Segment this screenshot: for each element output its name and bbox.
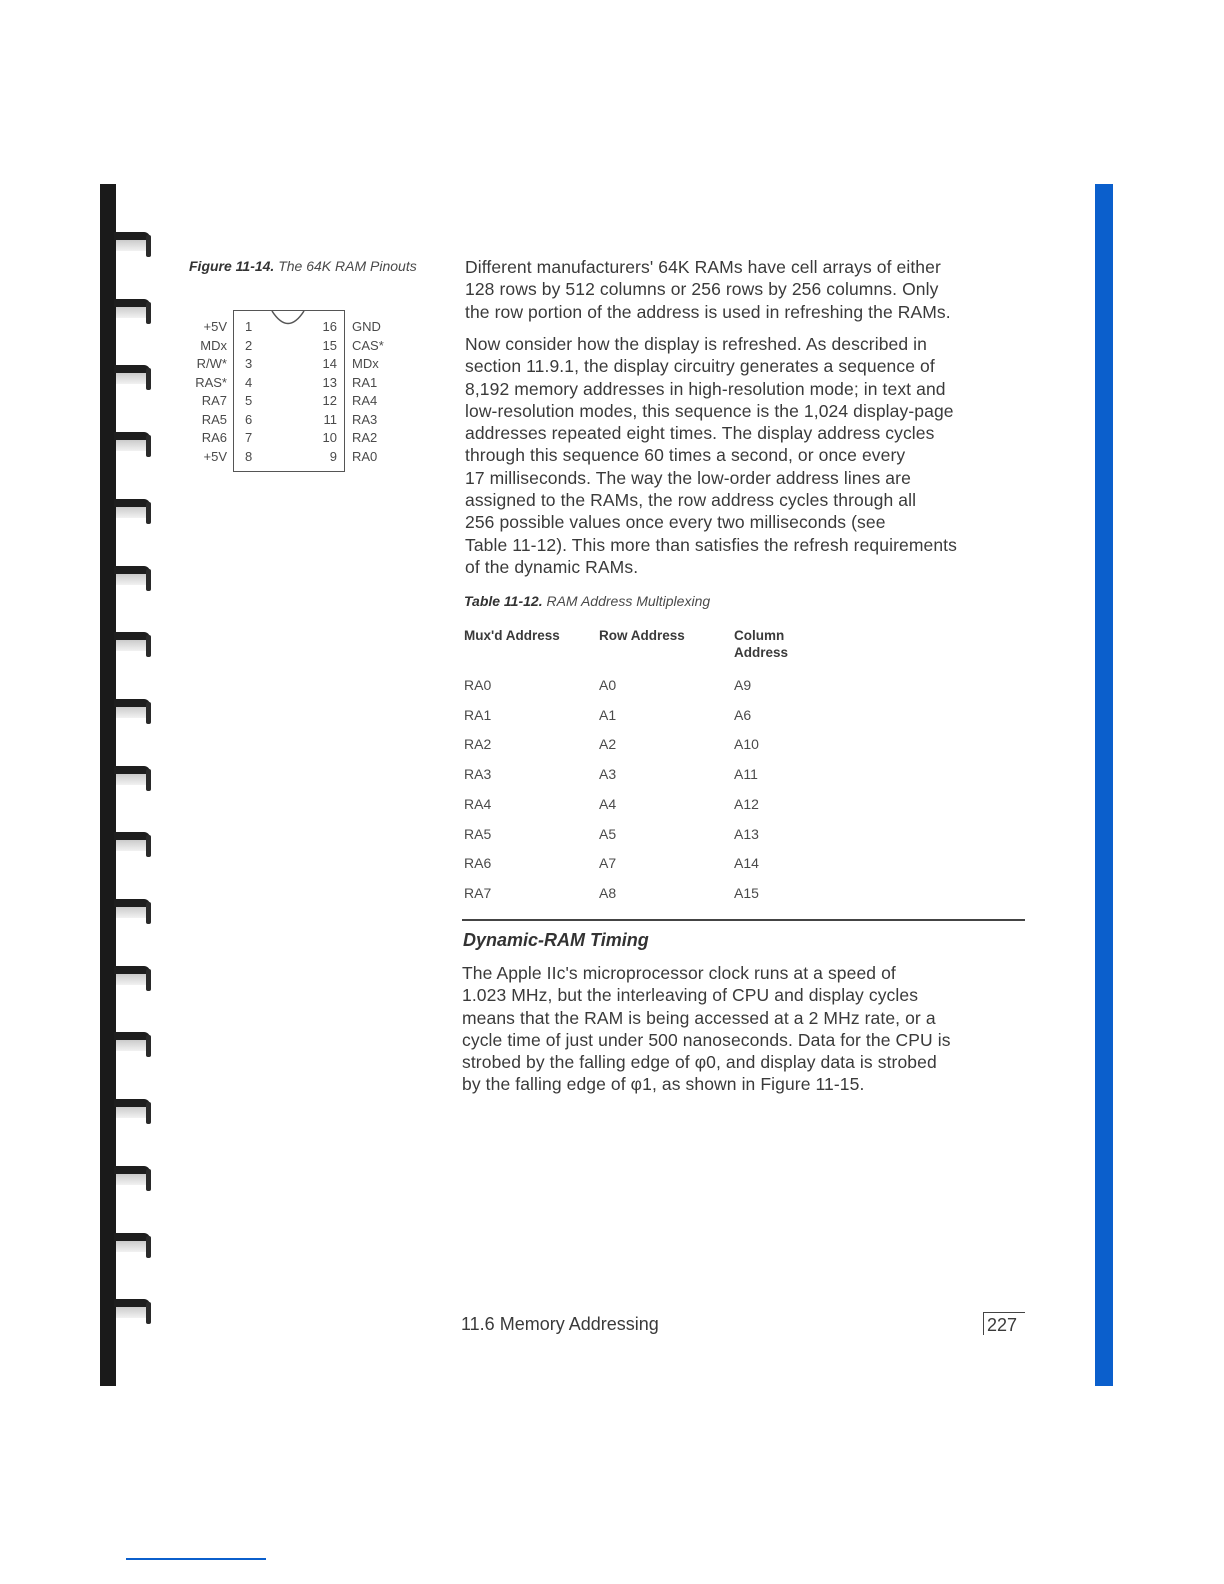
- text-line: 17 milliseconds. The way the low-order address lines are: [465, 467, 911, 488]
- table-cell: RA5: [464, 825, 492, 842]
- paragraph-cell-arrays: [465, 256, 951, 323]
- table-header-column-line1: Column: [734, 628, 785, 643]
- binding-ring-icon: [114, 499, 152, 525]
- text-line: by the falling edge of φ1, as shown in Figure 11-15.: [462, 1074, 865, 1095]
- figure-caption: [189, 258, 419, 275]
- pin-number: 13: [322, 374, 337, 390]
- binding-ring-icon: [114, 432, 152, 458]
- text-line: 8,192 memory addresses in high-resolution mode; in text and: [465, 378, 946, 399]
- binding-ring-icon: [114, 299, 152, 325]
- table-cell: A0: [599, 677, 617, 693]
- pin-label: RA1: [352, 374, 378, 390]
- table-cell: A2: [599, 736, 617, 753]
- pin-label: RAS*: [195, 374, 227, 390]
- text-line: section 11.9.1, the display circuitry generates a sequence of: [465, 356, 935, 377]
- table-caption: [464, 593, 710, 609]
- pin-label: MDx: [200, 337, 227, 353]
- table-cell: RA4: [464, 795, 492, 812]
- binding-ring-icon: [114, 966, 152, 992]
- binding-ring-icon: [114, 899, 152, 925]
- binding-ring-icon: [114, 632, 152, 658]
- table-cell: A10: [734, 736, 759, 753]
- text-line: 256 possible values once every two milliseconds (see: [465, 512, 886, 533]
- pin-number: 11: [323, 411, 337, 427]
- table-cell: A4: [599, 795, 617, 812]
- bottom-rule: [126, 1558, 266, 1560]
- binding-ring-icon: [114, 365, 152, 391]
- binding-ring-icon: [114, 232, 152, 258]
- table-cell: RA6: [464, 855, 492, 872]
- binding-ring-icon: [114, 1233, 152, 1259]
- text-line: assigned to the RAMs, the row address cycles through all: [465, 490, 917, 511]
- pin-label: RA7: [201, 393, 227, 408]
- pin-number: 15: [322, 337, 337, 353]
- table-cell: RA1: [464, 706, 492, 723]
- binding-ring-icon: [114, 1299, 152, 1325]
- pin-label: MDx: [352, 356, 379, 371]
- pin-number: 3: [245, 356, 253, 371]
- section-heading: Dynamic-RAM Timing: [463, 930, 649, 950]
- text-line: cycle time of just under 500 nanoseconds. Data for the CPU is: [462, 1029, 951, 1050]
- text-line: 1.023 MHz, but the interleaving of CPU and display cycles: [462, 985, 919, 1006]
- binding-ring-icon: [114, 699, 152, 725]
- pin-label: RA0: [352, 448, 378, 464]
- table-number: Table 11-12.: [464, 593, 543, 609]
- table-cell: A7: [599, 855, 617, 872]
- table-cell: A12: [734, 795, 759, 812]
- page-edge-bar: [1095, 184, 1113, 1386]
- table-cell: A13: [734, 825, 759, 842]
- pin-number: 8: [245, 448, 253, 464]
- chip-notch-icon: [271, 310, 305, 326]
- text-line: Different manufacturers' 64K RAMs have cell arrays of either: [465, 257, 941, 277]
- table-header-column-line2: Address: [734, 645, 789, 660]
- table-cell: A11: [734, 766, 758, 783]
- text-line: the row portion of the address is used in refreshing the RAMs.: [465, 301, 951, 322]
- table-cell: A3: [599, 766, 617, 783]
- table-header-row: Row Address: [599, 628, 685, 643]
- table-cell: A6: [734, 706, 752, 723]
- binding-ring-icon: [114, 1166, 152, 1192]
- pin-label: +5V: [203, 448, 227, 464]
- paragraph-display-refresh: [465, 333, 957, 578]
- page-number: 227: [983, 1312, 1025, 1335]
- pin-label: RA3: [352, 411, 378, 427]
- pin-label: GND: [352, 319, 381, 334]
- text-line: Now consider how the display is refreshed. As described in: [465, 334, 928, 354]
- pin-label: CAS*: [352, 337, 384, 353]
- pin-number: 10: [322, 430, 337, 445]
- pin-number: 6: [245, 411, 253, 427]
- pin-label: RA6: [201, 430, 227, 445]
- pin-number: 1: [245, 319, 253, 334]
- section-divider: [462, 919, 1025, 921]
- pin-number: 14: [322, 356, 337, 371]
- pin-number: 9: [329, 448, 337, 464]
- table-cell: A14: [734, 855, 759, 872]
- text-line: addresses repeated eight times. The display address cycles: [465, 423, 935, 444]
- table-cell: A8: [599, 884, 617, 901]
- pin-number: 12: [322, 393, 337, 408]
- pin-label: RA2: [352, 430, 378, 445]
- pin-label: R/W*: [196, 356, 227, 371]
- pin-label: RA4: [352, 393, 378, 408]
- text-line: of the dynamic RAMs.: [465, 556, 639, 577]
- table-header-column: [734, 627, 788, 661]
- pin-label: RA5: [201, 411, 227, 427]
- binding-ring-icon: [114, 1099, 152, 1125]
- table-cell: RA0: [464, 677, 492, 693]
- binding-ring-icon: [114, 832, 152, 858]
- binding-ring-icon: [114, 1032, 152, 1058]
- text-line: through this sequence 60 times a second, or once every: [465, 445, 906, 466]
- table-cell: A15: [734, 884, 759, 901]
- text-line: strobed by the falling edge of φ0, and display data is strobed: [462, 1052, 937, 1073]
- table-cell: RA2: [464, 736, 492, 753]
- table-header-muxd: Mux'd Address: [464, 628, 560, 643]
- pin-number: 7: [245, 430, 253, 445]
- footer-section-title: 11.6 Memory Addressing: [461, 1314, 659, 1334]
- pin-label: +5V: [203, 319, 227, 334]
- binding-ring-icon: [114, 766, 152, 792]
- pin-number: 16: [322, 319, 337, 334]
- text-line: Table 11-12). This more than satisfies the refresh requirements: [465, 534, 957, 555]
- figure-title: The 64K RAM Pinouts: [278, 258, 417, 274]
- text-line: means that the RAM is being accessed at a 2 MHz rate, or a: [462, 1007, 936, 1028]
- text-line: 128 rows by 512 columns or 256 rows by 256 columns. Only: [465, 279, 939, 300]
- table-cell: RA7: [464, 884, 492, 901]
- table-cell: A1: [599, 706, 617, 723]
- table-cell: A5: [599, 825, 617, 842]
- paragraph-ram-timing: [462, 962, 951, 1096]
- text-line: The Apple IIc's microprocessor clock runs at a speed of: [462, 963, 896, 983]
- table-cell: RA3: [464, 766, 492, 783]
- pin-number: 2: [245, 337, 253, 353]
- table-cell: A9: [734, 677, 752, 693]
- pin-number: 5: [245, 393, 253, 408]
- binding-ring-icon: [114, 566, 152, 592]
- pin-number: 4: [245, 374, 253, 390]
- text-line: low-resolution modes, this sequence is the 1,024 display-page: [465, 400, 954, 421]
- figure-number: Figure 11-14.: [189, 258, 275, 274]
- table-title: RAM Address Multiplexing: [546, 593, 711, 609]
